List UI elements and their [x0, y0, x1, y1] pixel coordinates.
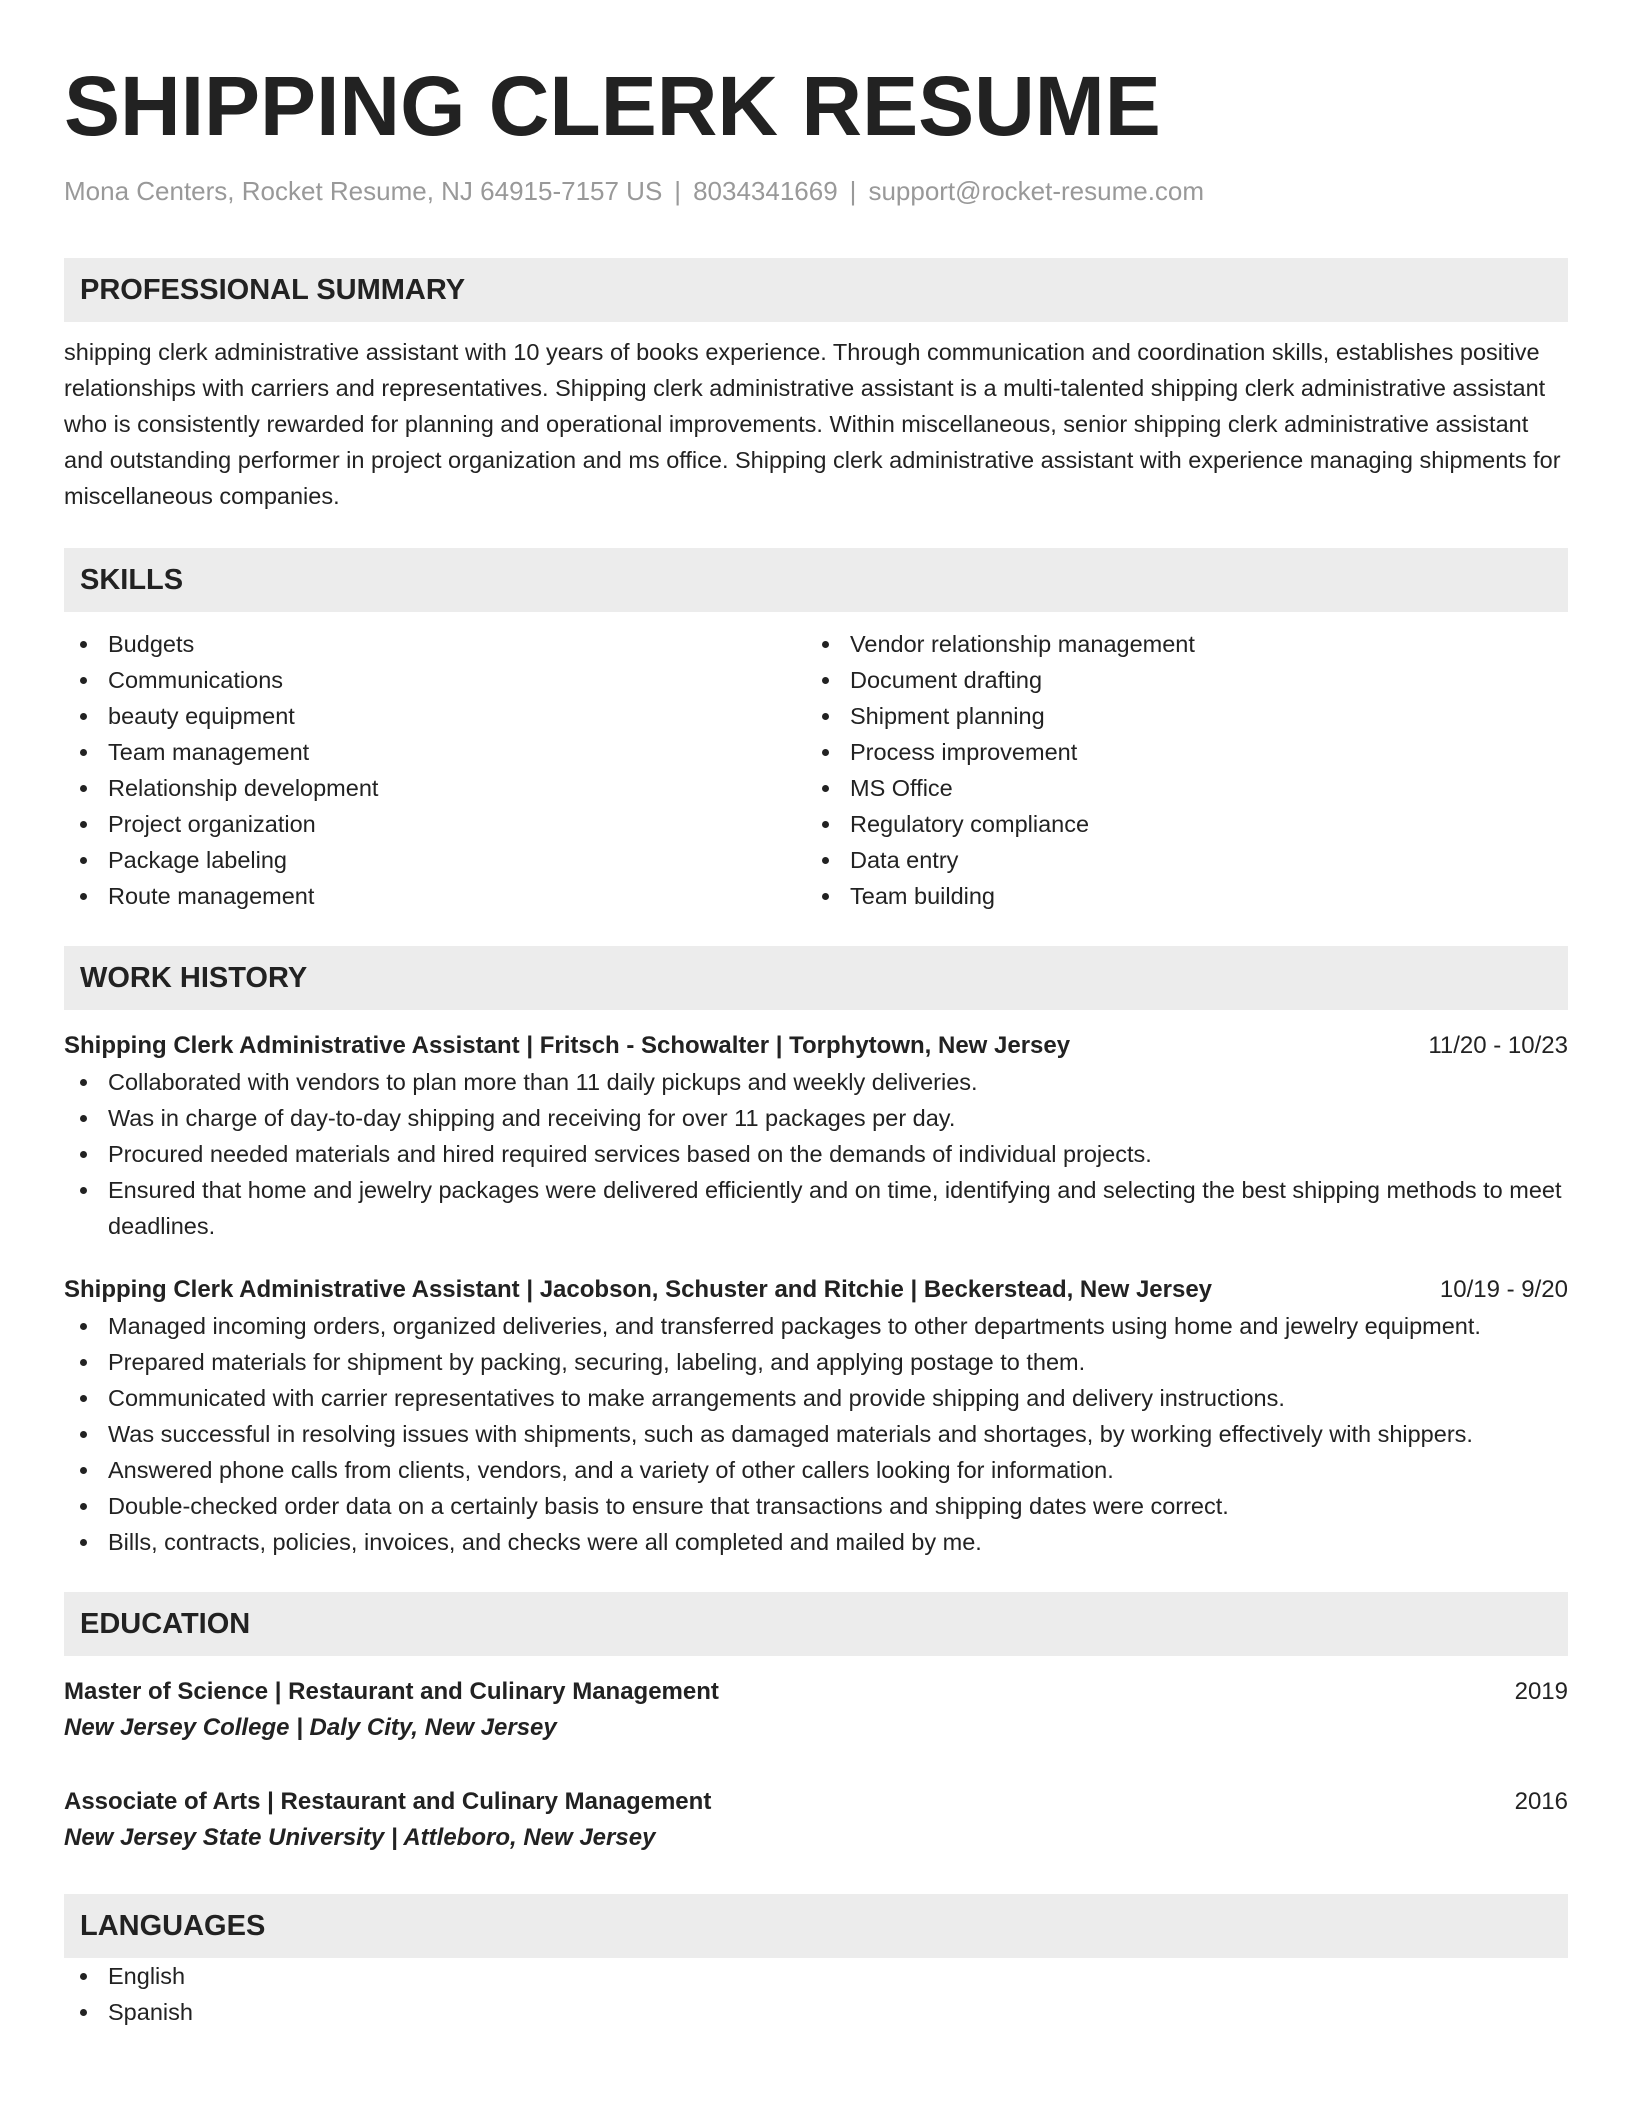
education-year: 2016: [1514, 1788, 1568, 1815]
job-bullet: Prepared materials for shipment by packing, securing, labeling, and applying postage to them.: [64, 1344, 1568, 1380]
job-bullet: Bills, contracts, policies, invoices, and checks were all completed and mailed by me.: [64, 1524, 1568, 1560]
skill-item: Process improvement: [806, 734, 1548, 770]
job-entry: [64, 1272, 1568, 1560]
skill-item: Team management: [64, 734, 806, 770]
summary-text: shipping clerk administrative assistant with 10 years of books experience. Through communication and coordination skills, establishes positive relationships with carriers and representatives. Shipping clerk administrative assistant is a multi-talented shipping clerk administrative assistant who is consistently rewarded for planning and operational improvements. Within miscellaneous, senior shipping clerk administrative assistant and outstanding performer in project organization and ms office. Shipping clerk administrative assistant with experience managing shipments for miscellaneous companies.: [64, 339, 1561, 509]
skill-item: Relationship development: [64, 770, 806, 806]
education-header: [64, 1784, 1568, 1820]
skill-item: Team building: [806, 878, 1548, 914]
skill-item: Data entry: [806, 842, 1548, 878]
education-header: [64, 1674, 1568, 1710]
skill-item: Vendor relationship management: [806, 626, 1548, 662]
skill-item: Package labeling: [64, 842, 806, 878]
job-bullet: Was successful in resolving issues with shipments, such as damaged materials and shortages, by working effectively with shippers.: [64, 1416, 1568, 1452]
job-title: Shipping Clerk Administrative Assistant | Fritsch - Schowalter | Torphytown, New Jersey: [64, 1032, 1071, 1059]
education-entry: [64, 1784, 1568, 1856]
skill-item: Regulatory compliance: [806, 806, 1548, 842]
job-bullet: Collaborated with vendors to plan more than 11 daily pickups and weekly deliveries.: [64, 1064, 1568, 1100]
language-item: Spanish: [64, 1994, 1568, 2030]
job-header: [64, 1028, 1568, 1064]
section-header-summary: PROFESSIONAL SUMMARY: [64, 258, 1568, 322]
skill-item: Shipment planning: [806, 698, 1548, 734]
skill-item: Budgets: [64, 626, 806, 662]
resume-title: SHIPPING CLERK RESUME: [64, 59, 1161, 153]
job-bullet: Ensured that home and jewelry packages were delivered efficiently and on time, identifying and selecting the best shipping methods to meet deadlines.: [64, 1172, 1568, 1244]
section-header-skills: SKILLS: [64, 548, 1568, 612]
contact-phone: 8034341669: [693, 176, 838, 206]
job-title: Shipping Clerk Administrative Assistant | Jacobson, Schuster and Ritchie | Beckerstead, New Jersey: [64, 1276, 1213, 1303]
education-school: New Jersey State University | Attleboro, New Jersey: [64, 1824, 656, 1851]
job-dates: 11/20 - 10/23: [1428, 1032, 1568, 1059]
job-bullets: [64, 1064, 1568, 1244]
skill-item: Communications: [64, 662, 806, 698]
job-bullet: Communicated with carrier representatives to make arrangements and provide shipping and delivery instructions.: [64, 1380, 1568, 1416]
skill-item: Project organization: [64, 806, 806, 842]
contact-separator: |: [849, 176, 857, 206]
skills-column-right: [806, 626, 1548, 914]
section-header-work-history: WORK HISTORY: [64, 946, 1568, 1010]
job-bullet: Managed incoming orders, organized deliveries, and transferred packages to other departments using home and jewelry equipment.: [64, 1308, 1568, 1344]
skill-item: Route management: [64, 878, 806, 914]
education-degree: Associate of Arts | Restaurant and Culinary Management: [64, 1788, 712, 1815]
contact-email: support@rocket-resume.com: [868, 176, 1205, 206]
section-header-languages: LANGUAGES: [64, 1894, 1568, 1958]
job-dates: 10/19 - 9/20: [1439, 1276, 1568, 1303]
skill-item: MS Office: [806, 770, 1548, 806]
job-bullet: Was in charge of day-to-day shipping and receiving for over 11 packages per day.: [64, 1100, 1568, 1136]
job-entry: [64, 1028, 1568, 1244]
contact-address: Mona Centers, Rocket Resume, NJ 64915-7157 US: [64, 176, 663, 206]
section-header-education: EDUCATION: [64, 1592, 1568, 1656]
language-item: English: [64, 1958, 1568, 1994]
job-bullet: Answered phone calls from clients, vendors, and a variety of other callers looking for information.: [64, 1452, 1568, 1488]
job-bullets: [64, 1308, 1568, 1560]
education-school: New Jersey College | Daly City, New Jersey: [64, 1714, 557, 1741]
education-year: 2019: [1514, 1678, 1568, 1705]
skills-column-left: [64, 626, 806, 914]
education-entry: [64, 1674, 1568, 1746]
contact-line: [64, 174, 1568, 208]
job-header: [64, 1272, 1568, 1308]
skill-item: Document drafting: [806, 662, 1548, 698]
skills-grid: [64, 626, 1568, 914]
languages-list: [64, 1958, 1568, 2030]
job-bullet: Procured needed materials and hired required services based on the demands of individual projects.: [64, 1136, 1568, 1172]
skill-item: beauty equipment: [64, 698, 806, 734]
education-degree: Master of Science | Restaurant and Culinary Management: [64, 1678, 719, 1705]
job-bullet: Double-checked order data on a certainly basis to ensure that transactions and shipping dates were correct.: [64, 1488, 1568, 1524]
contact-separator: |: [674, 176, 682, 206]
